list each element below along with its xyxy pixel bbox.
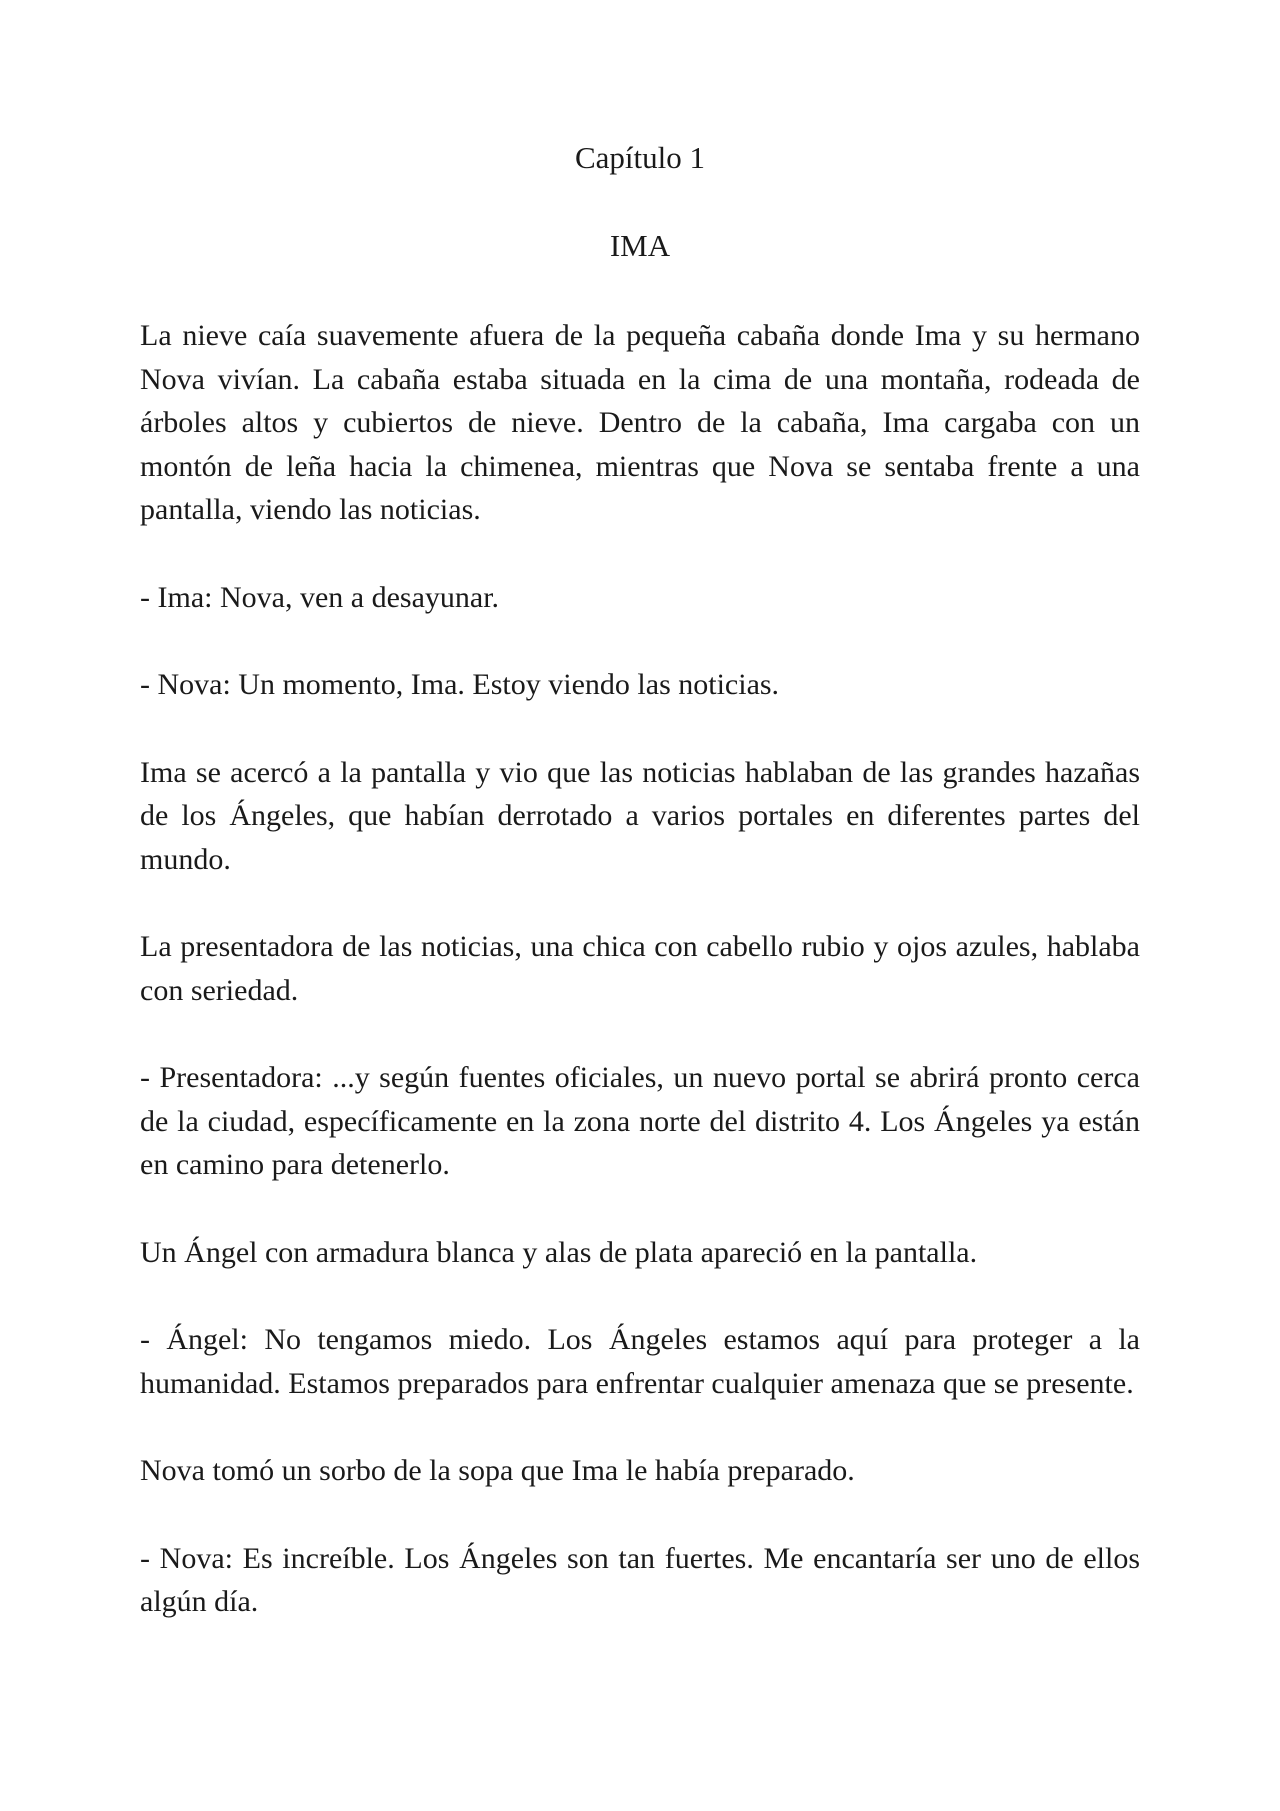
paragraph-dialogue-nova-2: - Nova: Es increíble. Los Ángeles son tan fuertes. Me encantaría ser uno de ellos algún día. (140, 1541, 1140, 1618)
paragraph-dialogue-ima: - Ima: Nova, ven a desayunar. (140, 580, 500, 614)
paragraph-narration-2: Ima se acercó a la pantalla y vio que las noticias hablaban de las grandes hazañas de los Ángeles, que habían derrotado a varios portales en diferentes partes del mundo. (140, 755, 1140, 876)
chapter-label: Capítulo 1 (574, 140, 706, 175)
paragraph-narration-4: Un Ángel con armadura blanca y alas de plata apareció en la pantalla. (140, 1235, 978, 1269)
paragraph-narration-3: La presentadora de las noticias, una chica con cabello rubio y ojos azules, hablaba con seriedad. (140, 930, 1140, 1007)
paragraph-dialogue-angel: - Ángel: No tengamos miedo. Los Ángeles estamos aquí para proteger a la humanidad. Estamos preparados para enfrentar cualquier amenaza que se presente. (140, 1323, 1140, 1400)
paragraph-narration-1: La nieve caía suavemente afuera de la pequeña cabaña donde Ima y su hermano Nova vivían. La cabaña estaba situada en la cima de una montaña, rodeada de árboles altos y cubiertos de nieve. Dentro de la cabaña, Ima cargaba con un montón de leña hacia la chimenea, mientras que Nova se sentaba frente a una pantalla, viendo las noticias. (140, 319, 1140, 526)
paragraph-dialogue-presentadora: - Presentadora: ...y según fuentes oficiales, un nuevo portal se abrirá pronto cerca de la ciudad, específicamente en la zona norte del distrito 4. Los Ángeles ya están en camino para detenerlo. (140, 1061, 1140, 1181)
paragraph-dialogue-nova-1: - Nova: Un momento, Ima. Estoy viendo las noticias. (140, 668, 780, 701)
chapter-body (140, 314, 1140, 1668)
chapter-title: IMA (609, 228, 671, 263)
paragraph-narration-5: Nova tomó un sorbo de la sopa que Ima le había preparado. (140, 1454, 855, 1487)
